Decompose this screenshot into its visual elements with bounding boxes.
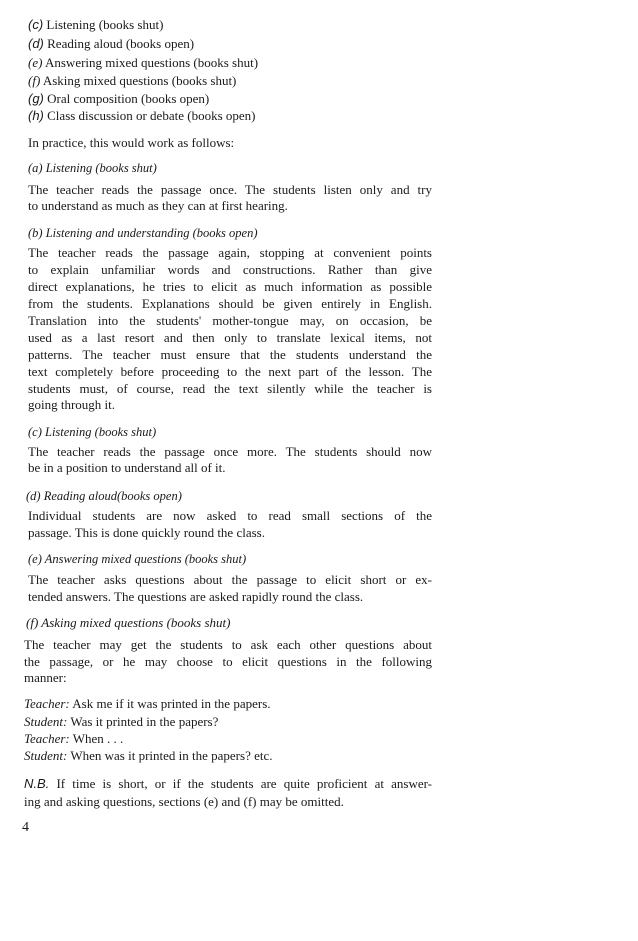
stage-text: Class discussion or debate (books open) xyxy=(47,108,256,123)
stage-item xyxy=(28,108,255,124)
stage-text: Reading aloud (books open) xyxy=(47,36,195,51)
paragraph-line: Individual students are now asked to read small sections of the xyxy=(28,508,432,523)
stage-label: (g) xyxy=(28,91,44,106)
paragraph-line: The teacher may get the students to ask each other questions about xyxy=(24,637,432,652)
nb-line xyxy=(24,776,432,792)
paragraph-line: direct explanations, he tries to elicit as much information as possible xyxy=(28,279,432,294)
paragraph-line: Translation into the students' mother-tongue may, on occasion, be xyxy=(28,313,432,328)
stage-item xyxy=(28,17,163,33)
paragraph-line: text completely before proceeding to the next part of the lesson. The xyxy=(28,364,432,379)
speech: Ask me if it was printed in the papers. xyxy=(72,696,271,711)
speech: When was it printed in the papers? etc. xyxy=(70,748,273,763)
paragraph-line: be in a position to understand all of it. xyxy=(28,460,226,475)
paragraph-line: from the students. Explanations should be given entirely in English. xyxy=(28,296,432,311)
paragraph-line: The teacher reads the passage once more. The students should now xyxy=(28,444,432,459)
paragraph-line: tended answers. The questions are asked rapidly round the class. xyxy=(28,589,364,604)
intro-line: In practice, this would work as follows: xyxy=(28,135,235,150)
stage-text: Listening (books shut) xyxy=(46,17,164,32)
paragraph-line: going through it. xyxy=(28,397,116,412)
paragraph-line: passage. This is done quickly round the class. xyxy=(28,525,265,540)
paragraph-line: manner: xyxy=(24,670,67,685)
section-heading: (b) Listening and understanding (books open) xyxy=(28,226,258,240)
stage-label: (e) xyxy=(28,55,43,70)
stage-item xyxy=(28,91,209,107)
section-heading: (f) Asking mixed questions (books shut) xyxy=(26,615,231,630)
stage-text: Answering mixed questions (books shut) xyxy=(44,55,259,70)
speaker-label: Teacher: xyxy=(24,731,70,746)
speaker-label: Student: xyxy=(24,714,68,729)
paragraph-line: used as a last resort and then only to translate lexical items, not xyxy=(28,330,432,345)
stage-text: Asking mixed questions (books shut) xyxy=(42,73,237,88)
section-heading: (e) Answering mixed questions (books shut) xyxy=(28,552,247,566)
page-number: 4 xyxy=(22,820,29,835)
section-heading: (d) Reading aloud(books open) xyxy=(26,489,182,503)
speaker-label: Teacher: xyxy=(24,696,70,711)
nb-line: ing and asking questions, sections (e) and (f) may be omitted. xyxy=(24,794,344,809)
nb-label: N.B. xyxy=(24,776,50,791)
paragraph-line: the passage, or he may choose to elicit questions in the following xyxy=(24,654,432,669)
dialogue-line xyxy=(24,714,218,730)
paragraph-line: The teacher reads the passage once. The students listen only and try xyxy=(28,182,432,197)
stage-item xyxy=(28,55,258,71)
section-heading: (c) Listening (books shut) xyxy=(28,425,157,439)
nb-text: If time is short, or if the students are quite proficient at answer- xyxy=(56,776,432,791)
paragraph-line: to explain unfamiliar words and constructions. Rather than give xyxy=(28,262,432,277)
stage-item xyxy=(28,73,236,89)
speech: Was it printed in the papers? xyxy=(70,714,219,729)
dialogue-line xyxy=(24,731,123,747)
dialogue-line xyxy=(24,696,271,712)
dialogue-line xyxy=(24,748,273,764)
stage-label: (h) xyxy=(28,108,44,123)
paragraph-line: students must, of course, read the text silently while the teacher is xyxy=(28,381,432,396)
stage-item xyxy=(28,36,194,52)
paragraph-line: The teacher reads the passage again, stopping at convenient points xyxy=(28,245,432,260)
speech: When . . . xyxy=(72,731,124,746)
paragraph-line: to understand as much as they can at first hearing. xyxy=(28,198,288,213)
paragraph-line: The teacher asks questions about the passage to elicit short or ex- xyxy=(28,572,432,587)
paragraph-line: patterns. The teacher must ensure that the students understand the xyxy=(28,347,432,362)
stage-label: (f) xyxy=(28,73,41,88)
stage-label: (d) xyxy=(28,36,44,51)
section-heading: (a) Listening (books shut) xyxy=(28,161,157,175)
stage-text: Oral composition (books open) xyxy=(47,91,210,106)
speaker-label: Student: xyxy=(24,748,68,763)
stage-label: (c) xyxy=(28,17,44,32)
